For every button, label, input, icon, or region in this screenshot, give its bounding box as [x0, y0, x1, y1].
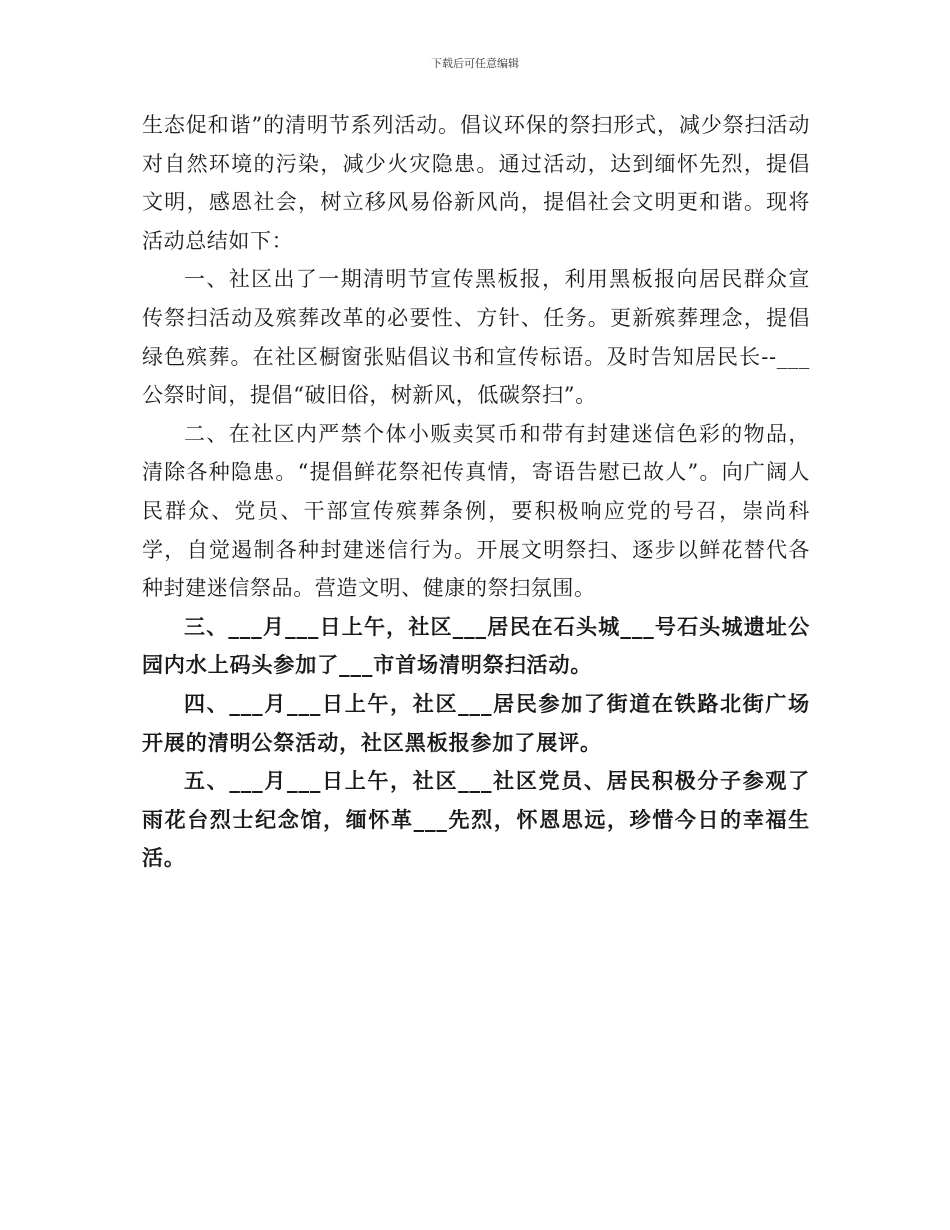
paragraph-item-3: 三、___月___日上午，社区___居民在石头城___号石头城遗址公园内水上码头参加了___市首场清明祭扫活动。: [142, 614, 810, 678]
paragraph-item-4: 四、___月___日上午，社区___居民参加了街道在铁路北街广场开展的清明公祭活动，社区黑板报参加了展评。: [142, 691, 810, 755]
paragraph-item-1: 一、社区出了一期清明节宣传黑板报，利用黑板报向居民群众宣传祭扫活动及殡葬改革的必要性、方针、任务。更新殡葬理念，提倡绿色殡葬。在社区橱窗张贴倡议书和宣传标语。及时告知居民长--___公祭时间，提倡“破旧俗，树新风，低碳祭扫”。: [142, 267, 810, 408]
paragraph-item-2: 二、在社区内严禁个体小贩卖冥币和带有封建迷信色彩的物品，清除各种隐患。“提倡鲜花祭祀传真情，寄语告慰已故人”。向广阔人民群众、党员、干部宣传殡葬条例，要积极响应党的号召，崇尚科学，自觉遏制各种封建迷信行为。开展文明祭扫、逐步以鲜花替代各种封建迷信祭品。营造文明、健康的祭扫氛围。: [142, 421, 810, 601]
header-note: 下载后可任意编辑: [431, 57, 519, 70]
document-body: [142, 106, 810, 878]
paragraph-intro: 生态促和谐”的清明节系列活动。倡议环保的祭扫形式，减少祭扫活动对自然环境的污染，减少火灾隐患。通过活动，达到缅怀先烈，提倡文明，感恩社会，树立移风易俗新风尚，提倡社会文明更和谐。现将活动总结如下：: [142, 113, 810, 253]
paragraph-item-5: 五、___月___日上午，社区___社区党员、居民积极分子参观了雨花台烈士纪念馆，缅怀革___先烈，怀恩思远，珍惜今日的幸福生活。: [142, 769, 810, 871]
